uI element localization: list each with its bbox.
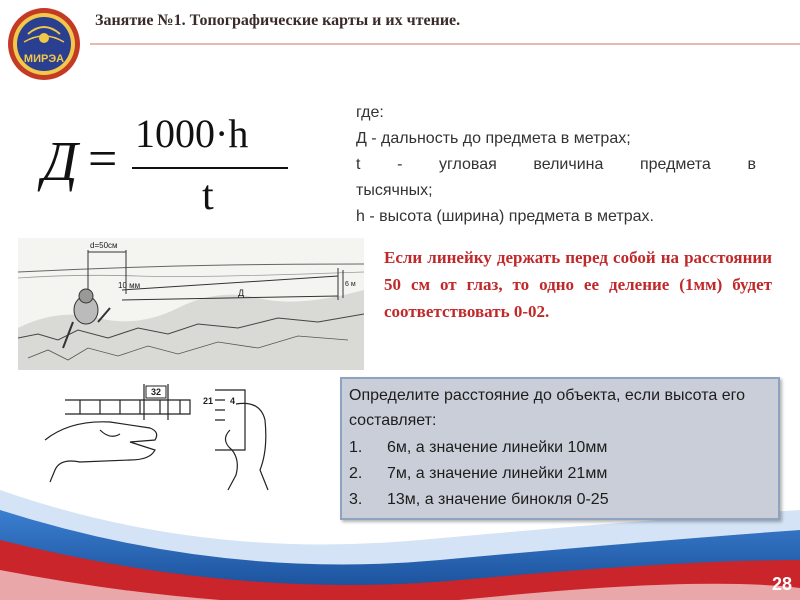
page-title: Занятие №1. Топографические карты и их чтение. bbox=[95, 12, 461, 29]
field-observation-illustration bbox=[18, 238, 364, 370]
formula-explanation bbox=[356, 100, 756, 230]
logo-text: МИРЭА bbox=[23, 53, 65, 65]
page-number: 28 bbox=[771, 574, 792, 594]
exercise-box bbox=[340, 377, 780, 520]
word: - bbox=[397, 156, 403, 173]
header-divider bbox=[90, 43, 800, 45]
explain-line-justified bbox=[356, 152, 756, 178]
label-ruler: 10 мм bbox=[118, 281, 141, 290]
word: величина bbox=[533, 156, 604, 173]
fraction-bar bbox=[132, 167, 288, 169]
range-formula bbox=[40, 100, 310, 230]
item-text: 13м, а значение бинокля 0-25 bbox=[387, 491, 609, 508]
formula-lhs: Д bbox=[42, 131, 78, 193]
label-distance: d=50см bbox=[90, 241, 118, 250]
word: предмета bbox=[639, 156, 711, 173]
item-number: 1. bbox=[349, 439, 363, 456]
explain-line: где: bbox=[356, 104, 384, 121]
formula-denominator: t bbox=[202, 173, 214, 219]
label-range: Д bbox=[238, 288, 245, 298]
explain-line: тысячных; bbox=[356, 182, 433, 199]
explain-line: h - высота (ширина) предмета в метрах. bbox=[356, 208, 654, 225]
explain-line: Д - дальность до предмета в метрах; bbox=[356, 130, 631, 147]
exercise-item bbox=[349, 487, 609, 513]
label-height: 6 м bbox=[345, 281, 356, 288]
label-4: 4 bbox=[230, 396, 236, 406]
exercise-item bbox=[349, 435, 609, 461]
item-text: 6м, а значение линейки 10мм bbox=[387, 439, 608, 456]
formula-equals: = bbox=[88, 131, 118, 188]
word: t bbox=[356, 156, 361, 173]
exercise-intro: Определите расстояние до объекта, если высота его составляет: bbox=[349, 387, 745, 429]
item-text: 7м, а значение линейки 21мм bbox=[387, 465, 608, 482]
word: угловая bbox=[439, 156, 497, 173]
formula-numerator: 1000·h bbox=[135, 111, 249, 156]
item-number: 2. bbox=[349, 465, 363, 482]
label-32: 32 bbox=[150, 387, 162, 397]
item-number: 3. bbox=[349, 491, 363, 508]
label-21: 21 bbox=[203, 396, 214, 406]
mirea-logo bbox=[6, 6, 82, 82]
ruler-note: Если линейку держать перед собой на расстоянии 50 см от глаз, то одно ее деление (1мм) будет соответствовать 0-02. bbox=[384, 248, 772, 321]
exercise-item bbox=[349, 461, 609, 487]
word: в bbox=[747, 156, 756, 173]
exercise-list bbox=[349, 435, 609, 513]
